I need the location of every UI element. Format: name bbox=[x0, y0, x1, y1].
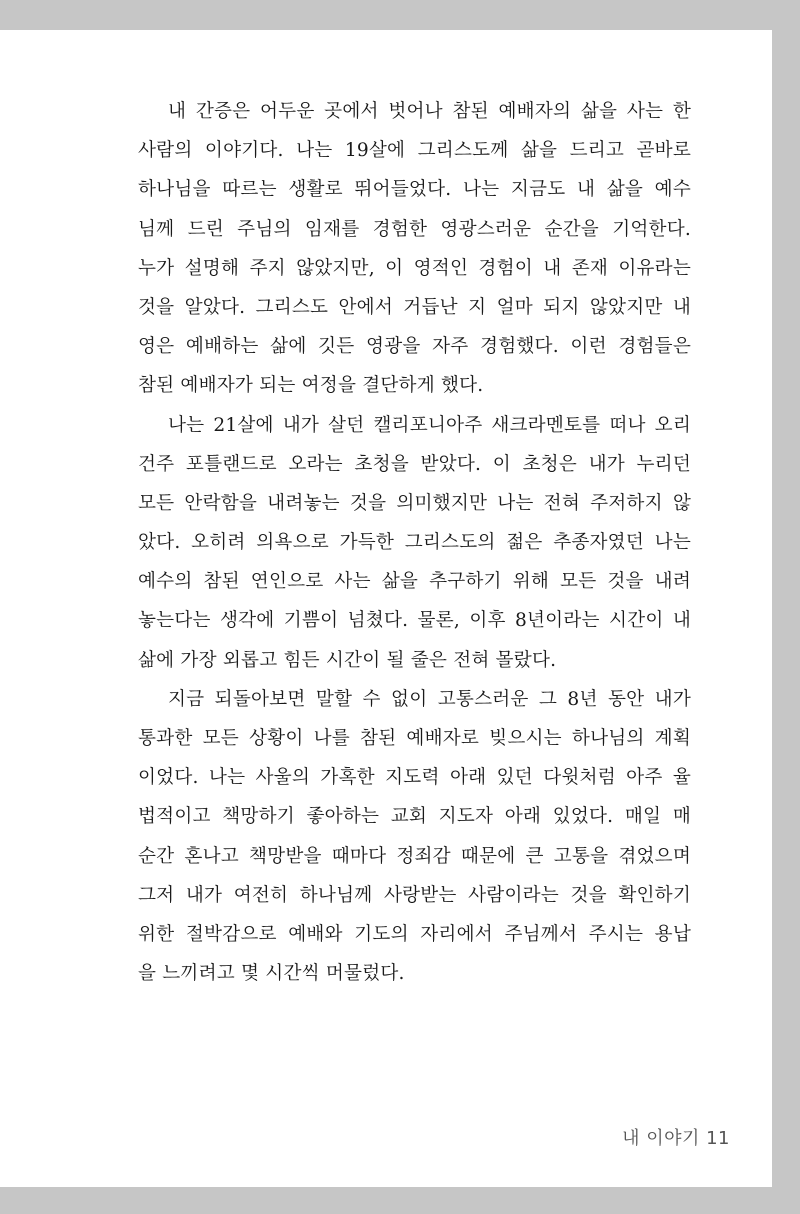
text-line: 하나님을 따르는 생활로 뛰어들었다. 나는 지금도 내 삶을 예수 bbox=[138, 179, 691, 201]
paragraph bbox=[138, 92, 691, 406]
text-line: 것을 알았다. 그리스도 안에서 거듭난 지 얼마 되지 않았지만 내 bbox=[138, 296, 691, 318]
paragraph bbox=[138, 406, 691, 680]
body-text bbox=[138, 92, 691, 993]
text-line: 삶에 가장 외롭고 힘든 시간이 될 줄은 전혀 몰랐다. bbox=[138, 649, 557, 671]
text-line: 예수의 참된 연인으로 사는 삶을 추구하기 위해 모든 것을 내려 bbox=[138, 571, 691, 593]
text-line: 놓는다는 생각에 기쁨이 넘쳤다. 물론, 이후 8년이라는 시간이 내 bbox=[138, 610, 691, 632]
right-margin-bar bbox=[772, 0, 800, 1214]
paragraph bbox=[138, 680, 691, 994]
running-title: 내 이야기 bbox=[622, 1128, 700, 1149]
text-line: 내 간증은 어두운 곳에서 벗어나 참된 예배자의 삶을 사는 한 bbox=[168, 101, 691, 122]
page-number: 11 bbox=[706, 1128, 730, 1149]
text-line: 모든 안락함을 내려놓는 것을 의미했지만 나는 전혀 주저하지 않 bbox=[138, 492, 691, 514]
text-line: 지금 되돌아보면 말할 수 없이 고통스러운 그 8년 동안 내가 bbox=[168, 688, 691, 710]
text-line: 을 느끼려고 몇 시간씩 머물렀다. bbox=[138, 963, 405, 985]
text-line: 영은 예배하는 삶에 깃든 영광을 자주 경험했다. 이런 경험들은 bbox=[138, 336, 691, 358]
text-line: 법적이고 책망하기 좋아하는 교회 지도자 아래 있었다. 매일 매 bbox=[138, 806, 691, 828]
text-line: 순간 혼나고 책망받을 때마다 정죄감 때문에 큰 고통을 겪었으며 bbox=[138, 845, 691, 867]
text-line: 통과한 모든 상황이 나를 참된 예배자로 빚으시는 하나님의 계획 bbox=[138, 728, 691, 749]
text-line: 건주 포틀랜드로 오라는 초청을 받았다. 이 초청은 내가 누리던 bbox=[138, 453, 691, 475]
text-line: 님께 드린 주님의 임재를 경험한 영광스러운 순간을 기억한다. bbox=[138, 218, 691, 240]
text-line: 이었다. 나는 사울의 가혹한 지도력 아래 있던 다윗처럼 아주 율 bbox=[138, 767, 691, 789]
text-line: 그저 내가 여전히 하나님께 사랑받는 사람이라는 것을 확인하기 bbox=[138, 884, 691, 906]
bottom-margin-bar bbox=[0, 1187, 800, 1214]
text-line: 았다. 오히려 의욕으로 가득한 그리스도의 젊은 추종자였던 나는 bbox=[138, 532, 691, 554]
page-footer bbox=[560, 1124, 730, 1150]
text-line: 참된 예배자가 되는 여정을 결단하게 했다. bbox=[138, 375, 484, 397]
top-margin-bar bbox=[0, 0, 800, 30]
text-line: 위한 절박감으로 예배와 기도의 자리에서 주님께서 주시는 용납 bbox=[138, 923, 691, 945]
text-line: 사람의 이야기다. 나는 19살에 그리스도께 삶을 드리고 곧바로 bbox=[138, 140, 691, 162]
text-line: 나는 21살에 내가 살던 캘리포니아주 새크라멘토를 떠나 오리 bbox=[168, 414, 691, 436]
text-line: 누가 설명해 주지 않았지만, 이 영적인 경험이 내 존재 이유라는 bbox=[138, 257, 691, 279]
